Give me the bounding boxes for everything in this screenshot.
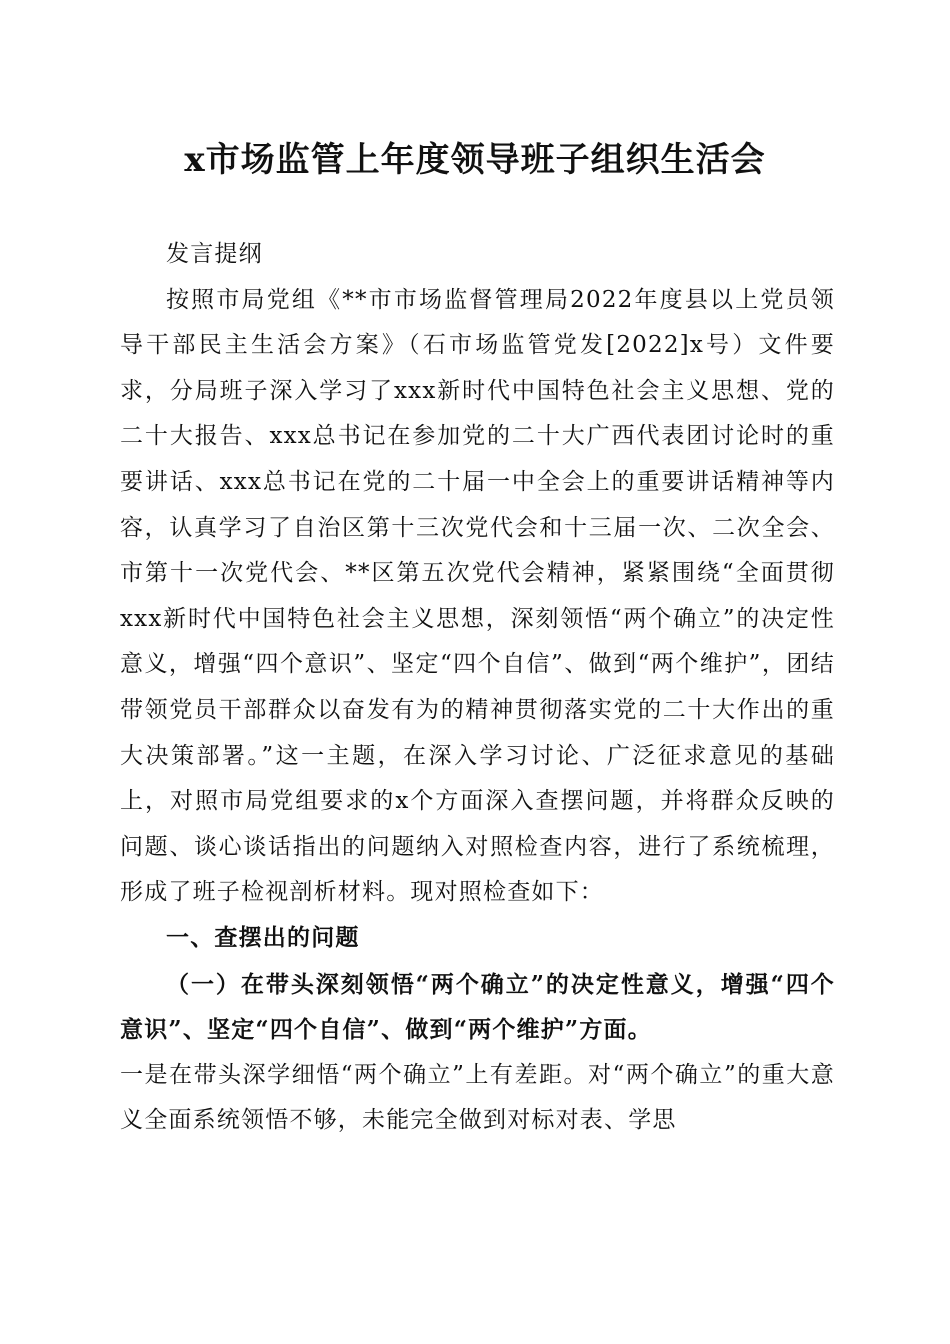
section-heading: 一、查摆出的问题 xyxy=(166,924,360,951)
document-subtitle: 发言提纲 xyxy=(166,241,263,267)
document-body xyxy=(120,232,835,1144)
subsection-heading: （一）在带头深刻领悟“两个确立”的决定性意义，增强“四个意识”、坚定“四个自信”、做到“两个维护”方面。 xyxy=(120,970,835,1044)
intro-paragraph: 按照市局党组《**市市场监督管理局2022年度县以上党员领导干部民主生活会方案》（石市场监管党发[2022]x号）文件要求，分局班子深入学习了xxx新时代中国特色社会主义思想、党的二十大报告、xxx总书记在参加党的二十大广西代表团讨论时的重要讲话、xxx总书记在党的二十届一中全会上的重要讲话精神等内容，认真学习了自治区第十三次党代会和十三届一次、二次全会、市第十一次党代会、**区第五次党代会精神，紧紧围绕“全面贯彻xxx新时代中国特色社会主义思想，深刻领悟“两个确立”的决定性意义，增强“四个意识”、坚定“四个自信”、做到“两个维护”，团结带领党员干部群众以奋发有为的精神贯彻落实党的二十大作出的重大决策部署。”这一主题，在深入学习讨论、广泛征求意见的基础上，对照市局党组要求的x个方面深入查摆问题，并将群众反映的问题、谈心谈话指出的问题纳入对照检查内容，进行了系统梳理，形成了班子检视剖析材料。现对照检查如下： xyxy=(120,286,835,906)
subsection-body: 一是在带头深学细悟“两个确立”上有差距。对“两个确立”的重大意义全面系统领悟不够，未能完全做到对标对表、学思 xyxy=(120,1061,835,1134)
document-title: x市场监管上年度领导班子组织生活会 xyxy=(184,140,766,180)
